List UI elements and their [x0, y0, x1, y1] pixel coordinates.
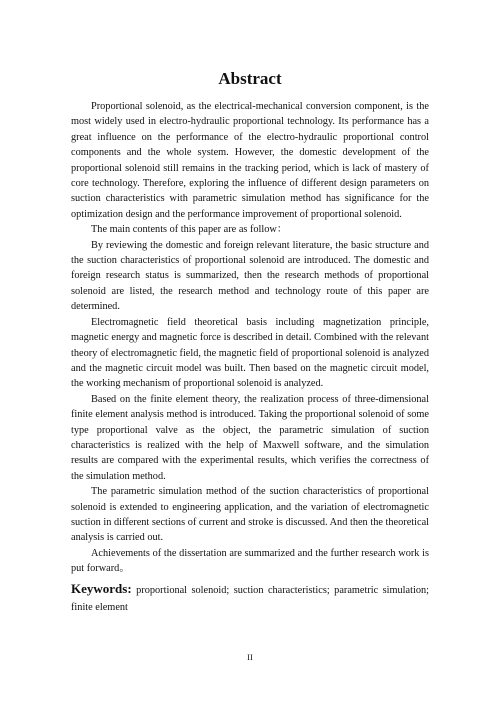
paragraph-engineering-application: The parametric simulation method of the suction characteristics of proportional solenoid is extended to engineering application, and the variation of electromagnetic suction in different sections of current and stroke is discussed. And then the theoretical analysis is carried out.	[71, 486, 429, 544]
paragraph-finite-element: Based on the finite element theory, the realization process of three-dimensional finite element analysis method is introduced. Taking the proportional solenoid of some type proportional valve as the object, the parametric simulation of suction characteristics is realized with the help of Maxwell software, and the simulation results are compared with the experimental results, which verifies the correctness of the simulation method.	[71, 393, 429, 482]
paragraph-contents-lead: The main contents of this paper are as follow：	[91, 224, 288, 236]
page-number: II	[247, 652, 253, 662]
page-title: Abstract	[218, 69, 282, 88]
keywords	[71, 580, 429, 616]
paragraph-intro: Proportional solenoid, as the electrical-mechanical conversion component, is the most widely used in electro-hydraulic proportional technology. Its performance has a great influence on the performance of the electro-hydraulic proportional control components and the whole system. However, the domestic development of the proportional solenoid still remains in the tracking period, which is lack of mastery of core technology. Therefore, exploring the influence of different design parameters on suction characteristics with parametric simulation method has significance for the optimization design and the performance improvement of proportional solenoid.	[71, 101, 429, 220]
paragraph-achievements: Achievements of the dissertation are summarized and the further research work is put forward。	[71, 547, 429, 575]
paragraph-field-theory: Electromagnetic field theoretical basis including magnetization principle, magnetic energy and magnetic force is described in detail. Combined with the relevant theory of electromagnetic field, the magnetic field of proportional solenoid is analyzed and the magnetic circuit model was built. Then based on the magnetic circuit model, the working mechanism of proportional solenoid is analyzed.	[71, 316, 429, 390]
paragraph-literature-review: By reviewing the domestic and foreign relevant literature, the basic structure and the suction characteristics of proportional solenoid are introduced. The domestic and foreign research status is summarized, then the research methods of proportional solenoid are listed, the research method and technology route of this paper are determined.	[71, 239, 429, 313]
keywords-label: Keywords:	[71, 581, 132, 596]
abstract-body	[71, 99, 429, 577]
keywords-list: proportional solenoid; suction characteristics; parametric simulation; finite element	[71, 585, 429, 613]
